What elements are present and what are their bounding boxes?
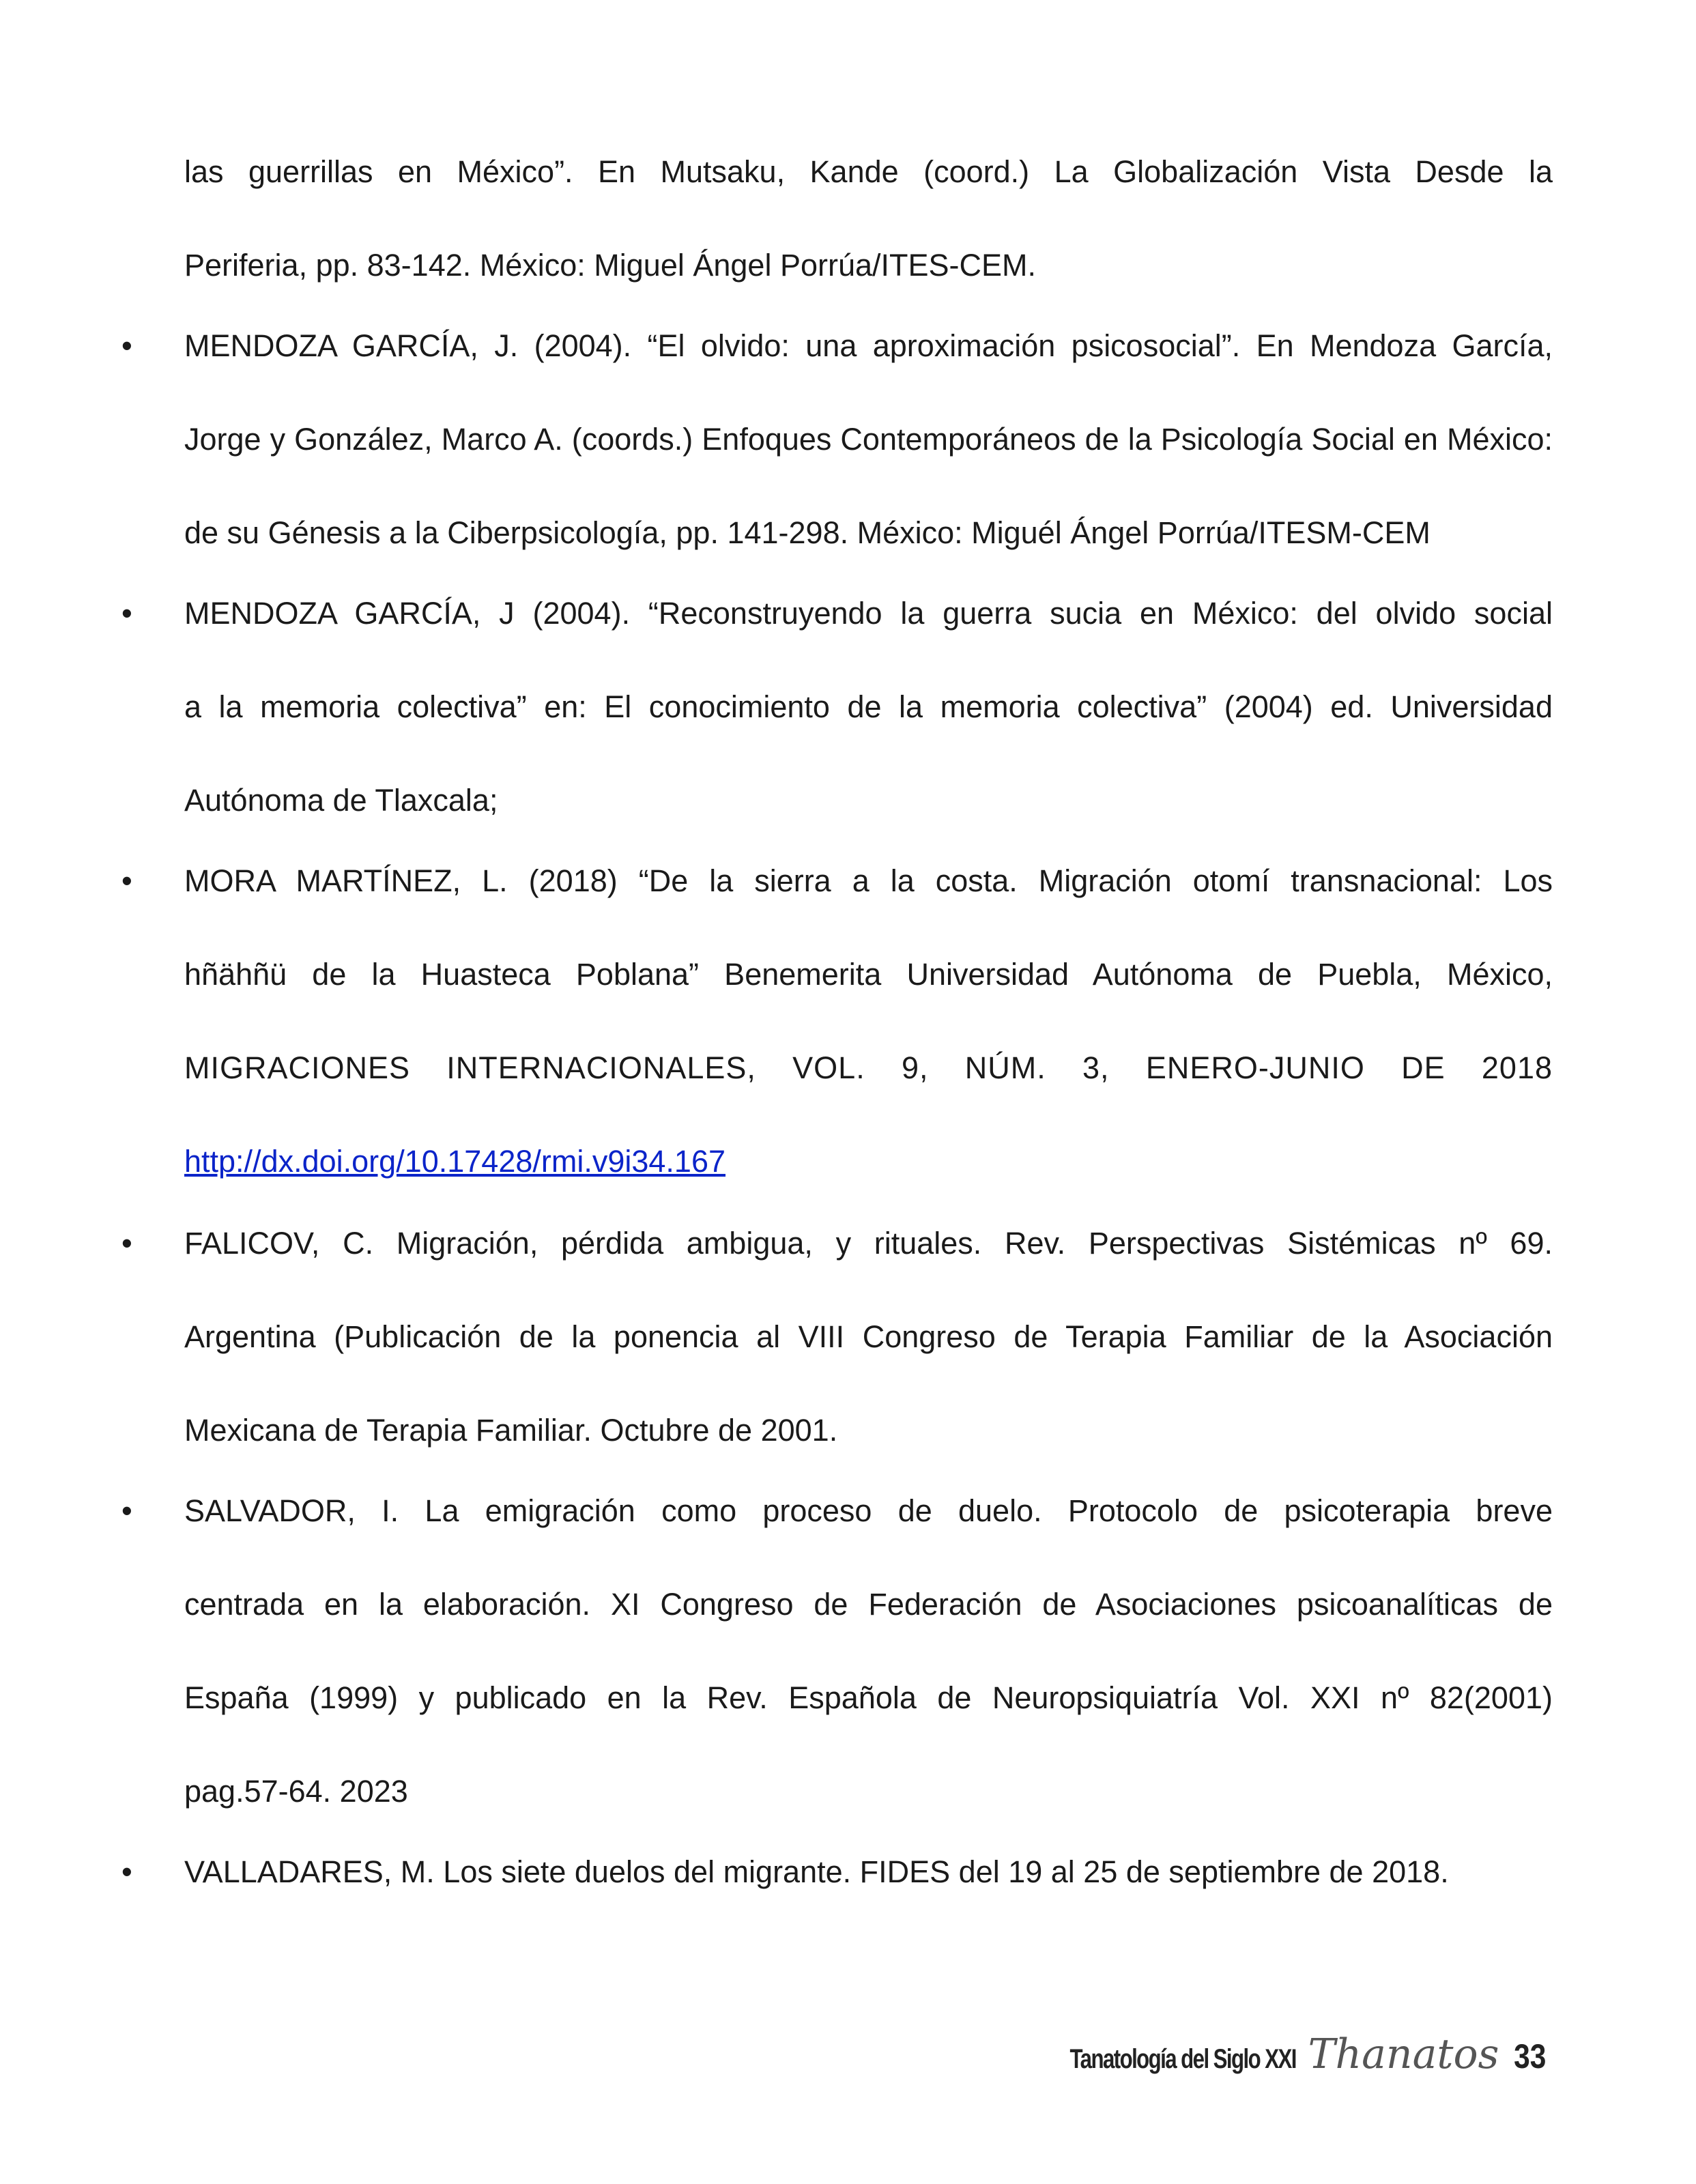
reference-item <box>121 1223 1553 1491</box>
journal-name: Tanatología del Siglo XXI <box>1069 2044 1296 2074</box>
bullet-icon: • <box>121 1854 132 1889</box>
bullet-icon: • <box>121 863 132 898</box>
reference-line: FALICOV, C. Migración, pérdida ambigua, y rituales. Rev. Perspectivas Sistémicas nº 69. <box>184 1226 1553 1261</box>
reference-line: MIGRACIONES INTERNACIONALES, VOL. 9, NÚM. 3, ENERO-JUNIO DE 2018 <box>184 1050 1553 1085</box>
reference-item <box>184 152 1553 326</box>
reference-item <box>121 593 1553 861</box>
reference-item <box>121 861 1553 1223</box>
bullet-icon: • <box>121 1226 132 1261</box>
reference-line: Mexicana de Terapia Familiar. Octubre de 2001. <box>184 1413 838 1448</box>
reference-item <box>121 1491 1553 1852</box>
reference-item <box>121 326 1553 593</box>
reference-line: de su Génesis a la Ciberpsicología, pp. 141-298. México: Miguél Ángel Porrúa/ITESM-CEM <box>184 515 1431 550</box>
reference-line: Jorge y González, Marco A. (coords.) Enfoques Contemporáneos de la Psicología Social en México: <box>184 422 1553 457</box>
reference-line: MENDOZA GARCÍA, J. (2004). “El olvido: una aproximación psicosocial”. En Mendoza García, <box>184 328 1553 363</box>
reference-line: España (1999) y publicado en la Rev. Española de Neuropsiquiatría Vol. XXI nº 82(2001) <box>184 1680 1553 1715</box>
reference-line: MENDOZA GARCÍA, J (2004). “Reconstruyendo la guerra sucia en México: del olvido social <box>184 596 1553 631</box>
reference-line <box>184 1141 1553 1223</box>
doi-link[interactable]: http://dx.doi.org/10.17428/rmi.v9i34.167 <box>184 1144 726 1179</box>
bullet-icon: • <box>121 596 132 631</box>
reference-line: Autónoma de Tlaxcala; <box>184 783 498 818</box>
reference-line: Argentina (Publicación de la ponencia al VIII Congreso de Terapia Familiar de la Asociación <box>184 1319 1553 1354</box>
bullet-icon: • <box>121 1493 132 1528</box>
page-number: 33 <box>1514 2037 1547 2075</box>
reference-line: VALLADARES, M. Los siete duelos del migrante. FIDES del 19 al 25 de septiembre de 2018. <box>184 1854 1449 1889</box>
reference-line: a la memoria colectiva” en: El conocimiento de la memoria colectiva” (2004) ed. Universidad <box>184 689 1553 724</box>
page-footer <box>1006 2030 1549 2078</box>
reference-line: hñähñü de la Huasteca Poblana” Benemerita Universidad Autónoma de Puebla, México, <box>184 957 1553 992</box>
reference-list <box>121 152 1553 1932</box>
reference-line: pag.57-64. 2023 <box>184 1774 408 1809</box>
reference-item <box>121 1852 1553 1932</box>
reference-line: Periferia, pp. 83-142. México: Miguel Ángel Porrúa/ITES-CEM. <box>184 248 1037 283</box>
journal-brand: Thanatos <box>1308 2030 1499 2078</box>
reference-line: SALVADOR, I. La emigración como proceso de duelo. Protocolo de psicoterapia breve <box>184 1493 1553 1528</box>
reference-line: las guerrillas en México”. En Mutsaku, Kande (coord.) La Globalización Vista Desde la <box>184 154 1553 189</box>
bullet-icon: • <box>121 328 132 363</box>
reference-line: MORA MARTÍNEZ, L. (2018) “De la sierra a la costa. Migración otomí transnacional: Los <box>184 863 1553 898</box>
reference-line: centrada en la elaboración. XI Congreso de Federación de Asociaciones psicoanalíticas de <box>184 1587 1553 1622</box>
